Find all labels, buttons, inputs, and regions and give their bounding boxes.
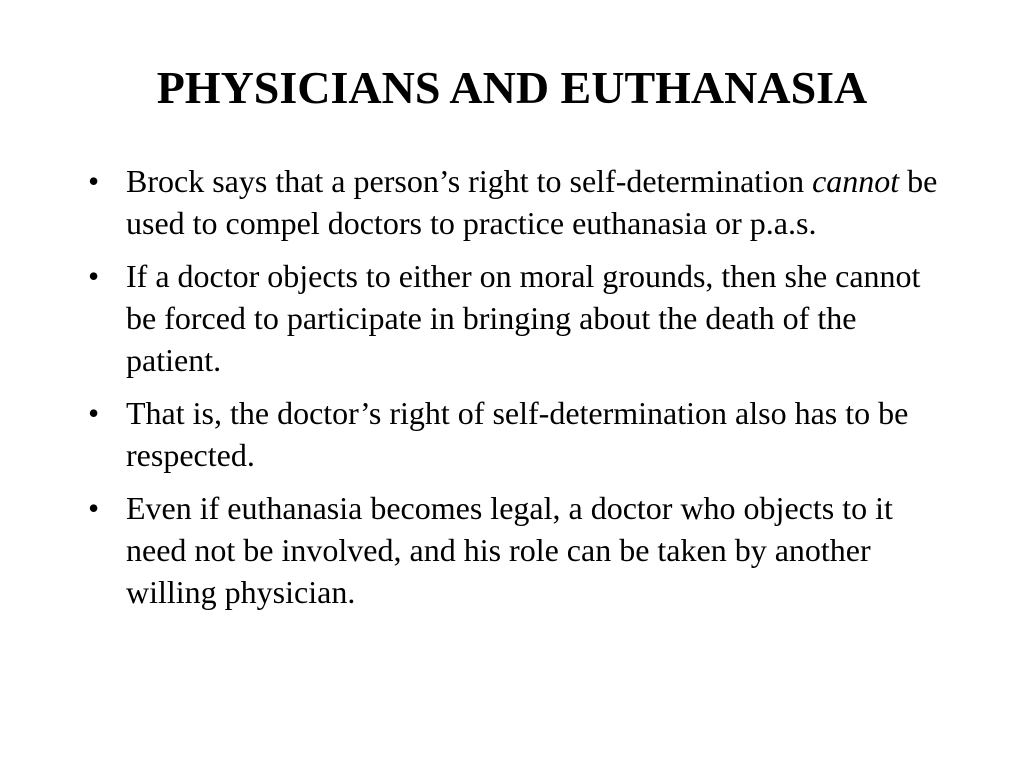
bullet-text-part: be used to compel doctors to practice euthanasia or p.a.s.: [126, 163, 938, 241]
bullet-text: That is, the doctor’s right of self-determination also has to be respected.: [126, 395, 909, 473]
bullet-item: [82, 392, 952, 476]
bullet-item: [82, 255, 952, 381]
bullet-text-part: Brock says that a person’s right to self-determination: [126, 163, 813, 199]
bullet-text: [126, 163, 937, 241]
slide-title: PHYSICIANS AND EUTHANASIA: [156, 62, 868, 113]
bullet-text: Even if euthanasia becomes legal, a doctor who objects to it need not be involved, and his role can be taken by another willing physician.: [126, 490, 893, 610]
bullet-text: If a doctor objects to either on moral grounds, then she cannot be forced to participate in bringing about the death of the patient.: [126, 258, 921, 378]
bullet-dot-icon: •: [88, 490, 100, 526]
bullet-dot-icon: •: [88, 395, 100, 431]
bullet-dot-icon: •: [88, 163, 100, 199]
bullet-text-emphasis: cannot: [812, 163, 900, 199]
bullet-dot-icon: •: [88, 258, 100, 294]
bullet-item: [82, 487, 952, 613]
bullet-list: [82, 160, 952, 624]
bullet-item: [82, 160, 952, 244]
